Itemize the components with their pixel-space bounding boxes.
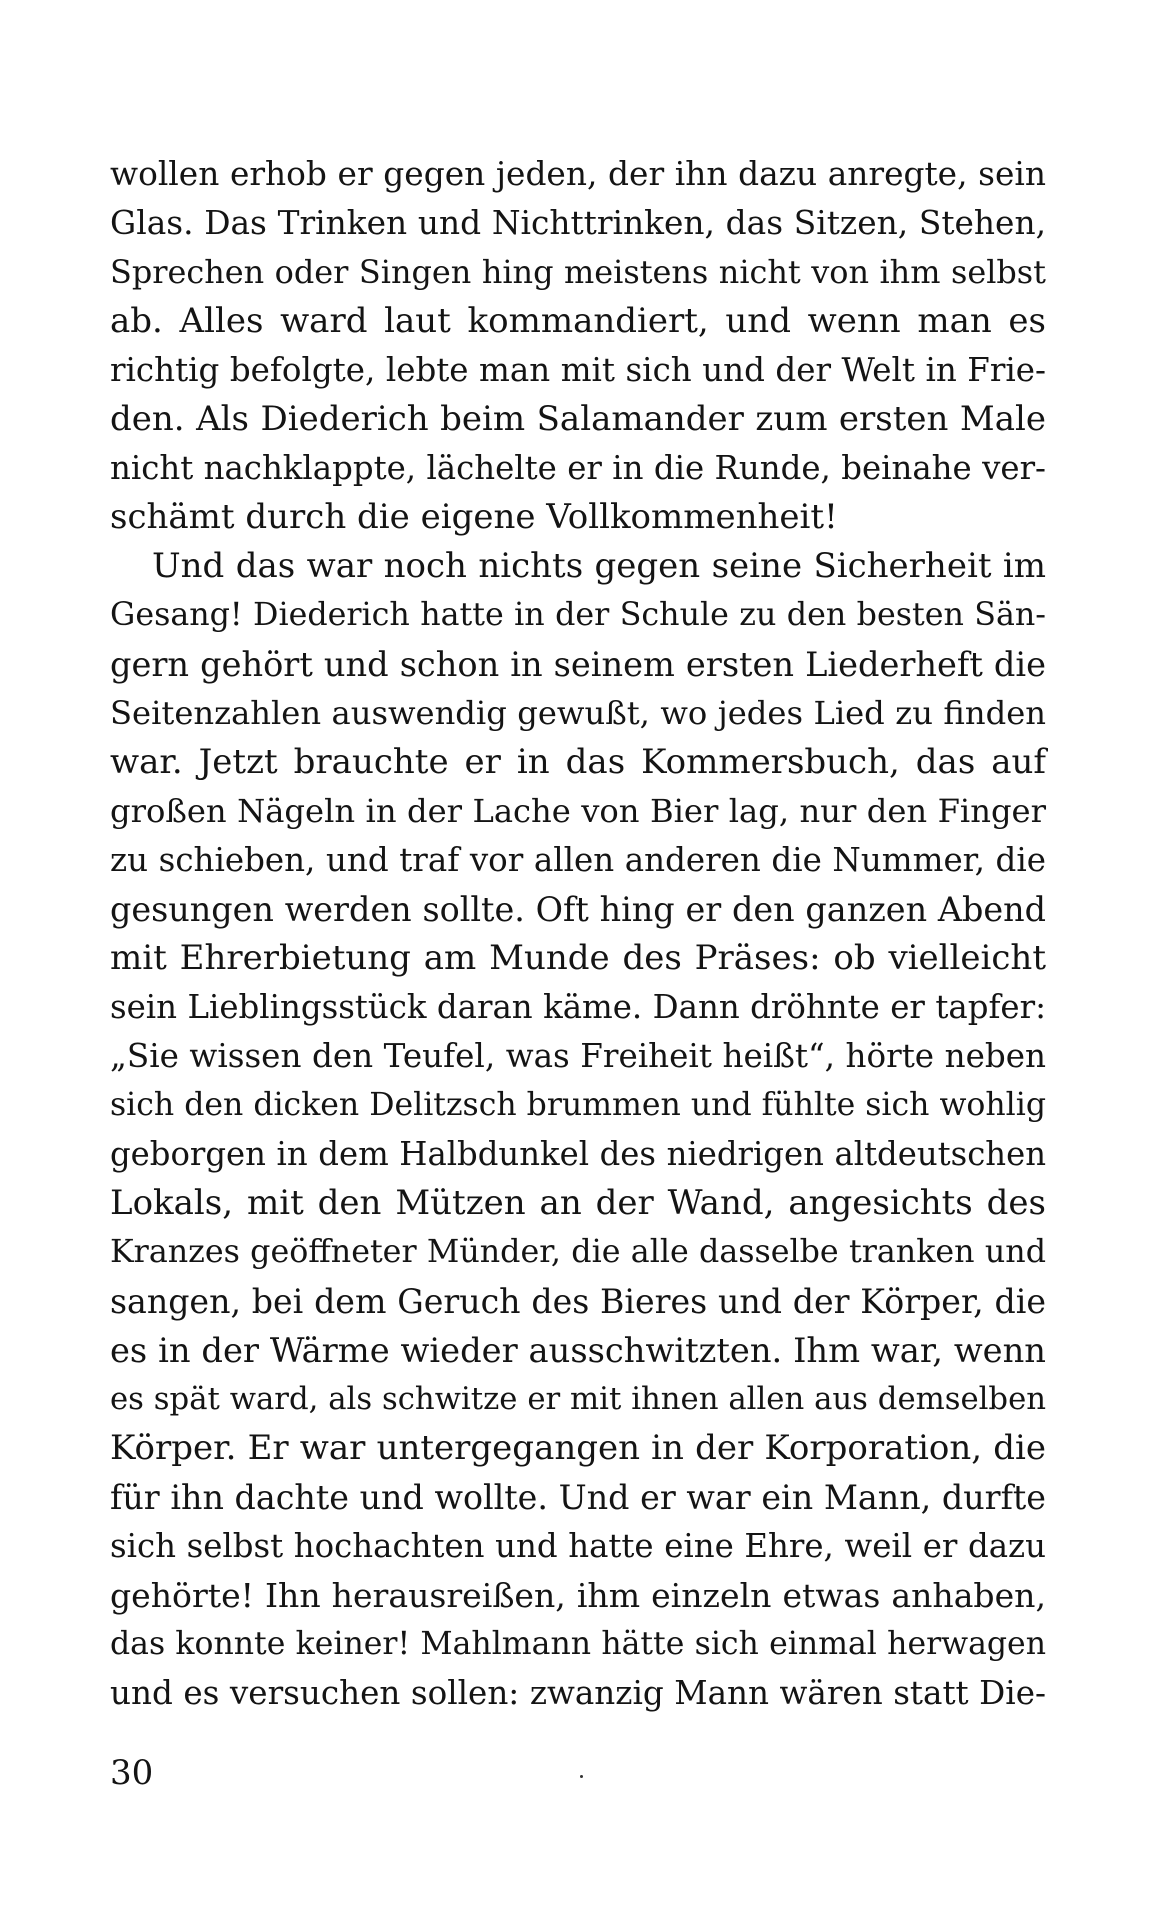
text-line: richtig befolgte, lebte man mit sich und der Welt in Frie- — [110, 351, 1046, 389]
text-line: sein Lieblingsstück daran käme. Dann dröhnte er tapfer: — [110, 988, 1046, 1026]
text-line: war. Jetzt brauchte er in das Kommersbuch, das auf — [110, 742, 1046, 782]
text-line: den. Als Diederich beim Salamander zum ersten Male — [110, 399, 1046, 439]
text-line: „Sie wissen den Teufel, was Freiheit heißt“, hörte neben — [110, 1037, 1046, 1075]
text-line: sich den dicken Delitzsch brummen und fühlte sich wohlig — [110, 1087, 1046, 1123]
text-line: Kranzes geöffneter Münder, die alle dasselbe tranken und — [110, 1234, 1046, 1270]
text-line: gern gehört und schon in seinem ersten Liederheft die — [110, 645, 1046, 684]
text-line: zu schieben, und traf vor allen anderen die Nummer, die — [110, 841, 1046, 879]
text-line: mit Ehrerbietung am Munde des Präses: ob vielleicht — [110, 938, 1046, 978]
text-line: Glas. Das Trinken und Nichttrinken, das Sitzen, Stehen, — [110, 204, 1046, 242]
text-line: großen Nägeln in der Lache von Bier lag, nur den Finger — [110, 792, 1046, 830]
text-line: Lokals, mit den Mützen an der Wand, angesichts des — [110, 1183, 1046, 1223]
text-line: gesungen werden sollte. Oft hing er den ganzen Abend — [110, 890, 1046, 929]
text-line: Gesang! Diederich hatte in der Schule zu den besten Sän- — [110, 597, 1046, 633]
text-line: sich selbst hochachten und hatte eine Ehre, weil er dazu — [110, 1527, 1046, 1565]
text-line: schämt durch die eigene Vollkommenheit! — [110, 497, 838, 537]
print-speck — [580, 1775, 583, 1778]
text-line: Sprechen oder Singen hing meistens nicht von ihm selbst — [110, 253, 1046, 291]
text-line: gehörte! Ihn herausreißen, ihm einzeln etwas anhaben, — [110, 1576, 1046, 1615]
paragraph-start-line: Und das war noch nichts gegen seine Sicherheit im — [152, 546, 1046, 586]
page-number: 30 — [110, 1753, 154, 1793]
text-line: ab. Alles ward laut kommandiert, und wenn man es — [110, 301, 1046, 341]
text-line: und es versuchen sollen: zwanzig Mann wären statt Die- — [110, 1674, 1046, 1712]
text-line: sangen, bei dem Geruch des Bieres und der Körper, die — [110, 1282, 1046, 1321]
text-line: das konnte keiner! Mahlmann hätte sich einmal herwagen — [110, 1626, 1046, 1662]
text-line: es in der Wärme wieder ausschwitzten. Ihm war, wenn — [110, 1331, 1046, 1370]
text-line: Seitenzahlen auswendig gewußt, wo jedes Lied zu finden — [110, 694, 1046, 732]
text-line: nicht nachklappte, lächelte er in die Runde, beinahe ver- — [110, 449, 1046, 487]
body-text — [110, 150, 1046, 1718]
text-line: geborgen in dem Halbdunkel des niedrigen altdeutschen — [110, 1135, 1046, 1173]
text-line: wollen erhob er gegen jeden, der ihn dazu anregte, sein — [110, 155, 1046, 193]
text-line: es spät ward, als schwitze er mit ihnen allen aus demselben — [110, 1382, 1046, 1417]
text-line: Körper. Er war untergegangen in der Korporation, die — [110, 1428, 1046, 1468]
text-line: für ihn dachte und wollte. Und er war ein Mann, durfte — [110, 1478, 1046, 1517]
